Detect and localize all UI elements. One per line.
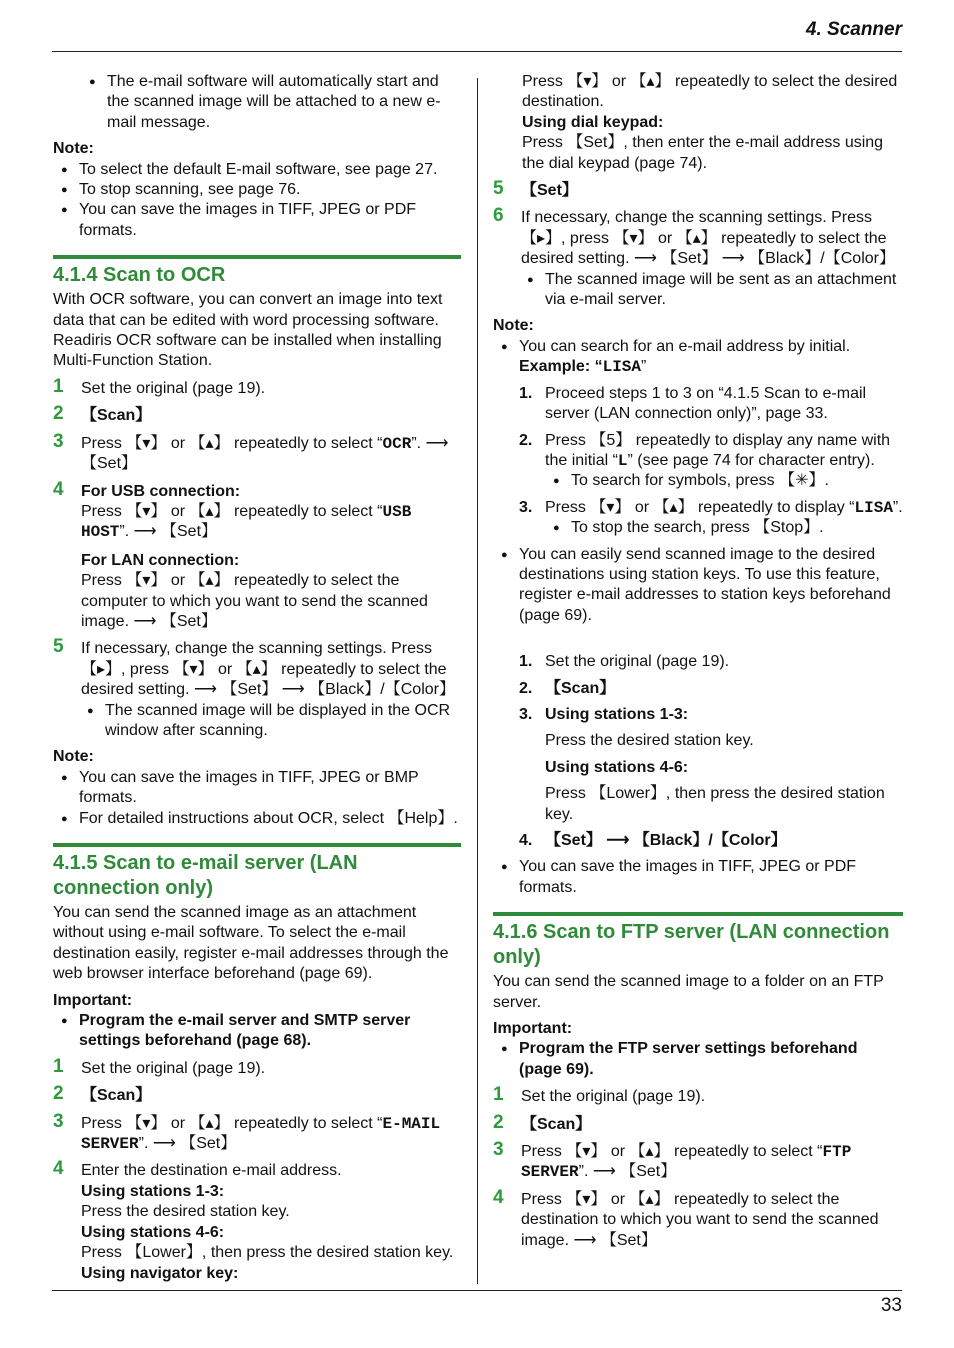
step (493, 1186, 903, 1251)
step (53, 478, 461, 633)
step-text: Press 【5】 repeatedly to display any name with the initial “ (545, 431, 891, 469)
step-text: Press 【Lower】, then press the desired station key. (545, 785, 885, 823)
list-item: ● For detailed instructions about OCR, select 【Help】. (53, 809, 461, 829)
display-text: L (617, 451, 628, 470)
step (53, 1083, 461, 1106)
step (493, 1084, 903, 1107)
list-item: ● Program the e-mail server and SMTP server settings beforehand (page 68). (53, 1011, 461, 1052)
sub-step (493, 679, 903, 699)
list-item: ● You can save the images in TIFF, JPEG or PDF formats. (53, 200, 461, 241)
step-text: 【Scan】 (81, 1087, 152, 1105)
step-text: If necessary, change the scanning settings. Press 【▸】, press 【▾】 or 【▴】 repeatedly to select the desired setting. ⟶ 【Set】 ⟶ 【Black】/【Color】 (81, 640, 455, 699)
example-label: Example: “ (519, 358, 603, 376)
step-text: 【Scan】 (81, 407, 152, 425)
step-number: 4 (493, 1186, 504, 1208)
step (493, 205, 903, 310)
section-intro: You can send the scanned image as an attachment without using e-mail software. To select the e-mail destination easily, register e-mail addresses through the web browser interface beforehand (page 69). (53, 904, 449, 983)
sub-step (493, 384, 903, 425)
header-rule (52, 51, 902, 52)
section-intro: With OCR software, you can convert an image into text data that can be edited with word processing software. Readiris OCR software can be installed when installing Multi-Function Station. (53, 291, 443, 370)
step-text: 【Scan】 (545, 679, 616, 697)
step-number: 4 (53, 1158, 64, 1180)
note-label: Note: (493, 317, 534, 335)
left-column (53, 72, 461, 1284)
sub-step (493, 831, 903, 851)
sub-step-number: 4. (519, 832, 533, 849)
display-text: USB HOST (81, 502, 412, 542)
step-text: ” (see page 74 for character entry). (627, 451, 875, 469)
step-text: Press 【▾】 or 【▴】 repeatedly to select “ (81, 434, 383, 452)
display-text: FTP SERVER (521, 1143, 852, 1182)
list-item: ● To stop scanning, see page 76. (53, 180, 461, 200)
step-text: Press 【▾】 or 【▴】 repeatedly to select the destination to which you want to send the scanned image. ⟶ 【Set】 (521, 1190, 879, 1249)
step-text: If necessary, change the scanning settings. Press 【▸】, press 【▾】 or 【▴】 repeatedly to select the desired setting. ⟶ 【Set】 ⟶ 【Black】/【Color】 (521, 209, 895, 268)
important-label: Important: (53, 991, 133, 1009)
step-text: Press 【▾】 or 【▴】 repeatedly to select the desired destination. (522, 73, 898, 111)
important-label: Important: (493, 1020, 573, 1038)
subheading: Using dial keypad: (522, 113, 664, 131)
step-text: Press 【▾】 or 【▴】 repeatedly to select “ (81, 1114, 383, 1132)
step (493, 1139, 903, 1183)
section-intro: You can send the scanned image to a folder on an FTP server. (493, 973, 884, 1011)
display-text: LISA (602, 358, 641, 377)
step-number: 4 (53, 478, 64, 500)
example-close: ” (641, 358, 647, 376)
note-label: Note: (53, 748, 94, 766)
step-text: 【Scan】 (521, 1115, 592, 1133)
list-item: ● To stop the search, press 【Stop】. (545, 518, 903, 538)
step-text: Enter the destination e-mail address. (81, 1162, 342, 1180)
list-item: ● Program the FTP server settings beforehand (page 69). (493, 1039, 903, 1080)
step-text: Set the original (page 19). (81, 1059, 266, 1077)
column-divider (477, 78, 478, 1284)
subheading: For LAN connection: (81, 551, 240, 569)
display-text: E-MAIL SERVER (81, 1114, 441, 1154)
step-continuation (493, 72, 903, 174)
section-heading-email: 4.1.5 Scan to e-mail server (LAN connection only) (53, 843, 461, 901)
step-number: 2 (53, 403, 64, 425)
right-column (493, 72, 903, 1251)
sub-step-number: 2. (519, 431, 533, 449)
step-text: ”. ⟶ 【Set】 (138, 1135, 237, 1153)
sub-step-number: 1. (519, 384, 533, 402)
step-text: 【Set】 ⟶ 【Black】/【Color】 (545, 832, 787, 849)
step-number: 2 (493, 1111, 504, 1133)
subheading: Using stations 1-3: (545, 705, 689, 723)
list-item: ● The e-mail software will automatically start and the scanned image will be attached to a new e-mail message. (81, 72, 461, 133)
step (53, 1110, 461, 1155)
sub-step (493, 652, 903, 672)
list-item: ● You can easily send scanned image to the desired destinations using station keys. To use this feature, register e-mail addresses to station keys beforehand (page 69). (493, 545, 903, 627)
display-text: OCR (382, 434, 412, 453)
sub-step-number: 3. (519, 705, 533, 723)
page-number: 33 (880, 1295, 902, 1316)
list-item: ● You can save the images in TIFF, JPEG or PDF formats. (493, 857, 903, 898)
section-heading-ftp: 4.1.6 Scan to FTP server (LAN connection only) (493, 912, 903, 970)
step-text: Proceed steps 1 to 3 on “4.1.5 Scan to e-mail server (LAN connection only)”, page 33. (545, 384, 867, 423)
step (493, 1111, 903, 1135)
step-text: Press 【▾】 or 【▴】 repeatedly to display “ (545, 498, 855, 516)
step-text: Press 【Set】, then enter the e-mail address using the dial keypad (page 74). (522, 134, 884, 172)
step-number: 3 (53, 430, 64, 452)
step (53, 375, 461, 399)
step-number: 6 (493, 205, 504, 227)
footer-rule (52, 1290, 902, 1291)
step (53, 430, 461, 475)
step-number: 3 (493, 1139, 504, 1161)
step-number: 5 (493, 178, 504, 200)
list-item: ● The scanned image will be sent as an attachment via e-mail server. (519, 270, 903, 311)
subheading: For USB connection: (81, 482, 241, 500)
step-number: 5 (53, 636, 64, 658)
step-text: Set the original (page 19). (521, 1088, 706, 1106)
step-text: Set the original (page 19). (545, 653, 730, 671)
step (53, 403, 461, 426)
example-line (493, 357, 903, 377)
step-number: 2 (53, 1083, 64, 1105)
list-item: ● You can save the images in TIFF, JPEG or BMP formats. (53, 768, 461, 809)
step-text: Press 【▾】 or 【▴】 repeatedly to select the computer to which you want to send the scanned image. ⟶ 【Set】 (81, 572, 428, 630)
step-text: ”. (892, 498, 903, 516)
list-item: ● The scanned image will be displayed in the OCR window after scanning. (79, 701, 461, 742)
step (493, 178, 903, 201)
section-heading-ocr: 4.1.4 Scan to OCR (53, 255, 461, 288)
step-text: ”. ⟶ 【Set】 (119, 523, 218, 541)
step-text: Press 【▾】 or 【▴】 repeatedly to select “ (521, 1143, 823, 1161)
step-text: ”. ⟶ 【Set】 (81, 434, 449, 473)
sub-step (493, 431, 903, 492)
subheading: Using stations 4-6: (81, 1223, 225, 1241)
step-number: 1 (53, 1055, 64, 1077)
step (53, 1158, 461, 1283)
sub-step-number: 3. (519, 498, 533, 516)
step-text: Press 【▾】 or 【▴】 repeatedly to select “ (81, 502, 383, 520)
step-text: Press the desired station key. (545, 732, 754, 750)
step-number: 1 (53, 375, 64, 397)
step-text: Set the original (page 19). (81, 379, 266, 397)
step-text: 【Set】 (521, 182, 578, 200)
list-item: ● To search for symbols, press 【✳】. (545, 471, 903, 491)
note-label: Note: (53, 140, 94, 158)
sub-step-number: 1. (519, 653, 533, 671)
step-number: 3 (53, 1110, 64, 1132)
step (53, 1055, 461, 1079)
step-number: 1 (493, 1084, 504, 1106)
page-header-title: 4. Scanner (805, 19, 902, 40)
step-text: Press 【Lower】, then press the desired station key. (81, 1244, 454, 1262)
step-text: ”. ⟶ 【Set】 (578, 1163, 677, 1181)
sub-step (493, 705, 903, 725)
step (53, 636, 461, 741)
subheading: Using stations 1-3: (81, 1182, 225, 1200)
sub-step (493, 498, 903, 539)
display-text: LISA (854, 498, 893, 517)
subheading: Using navigator key: (81, 1264, 239, 1282)
list-item: ● You can search for an e-mail address by initial. (493, 337, 903, 357)
list-item: ● To select the default E-mail software, see page 27. (53, 160, 461, 180)
subheading: Using stations 4-6: (545, 758, 689, 776)
sub-step-number: 2. (519, 679, 533, 697)
step-text: Press the desired station key. (81, 1203, 290, 1221)
